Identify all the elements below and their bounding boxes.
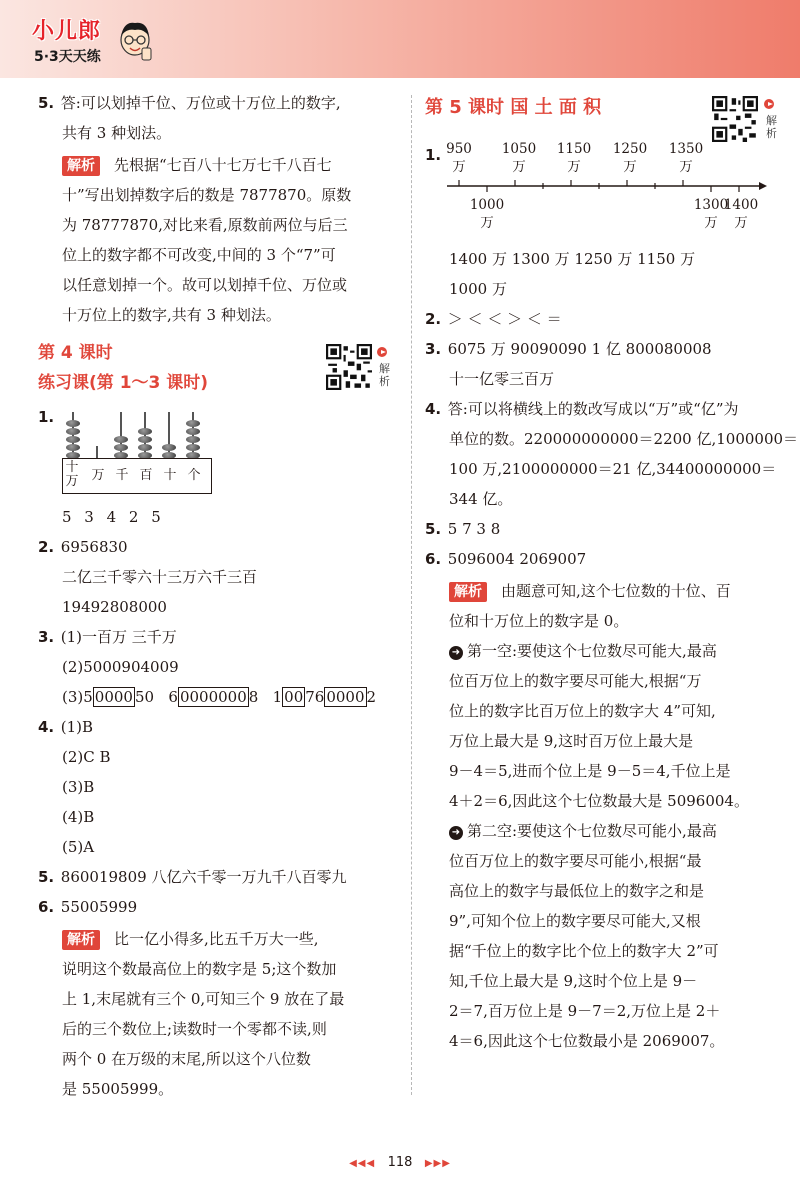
lesson-5-title: 第 5 课时 国 土 面 积 [425,97,602,118]
q1-answer-line: 1000 万 [449,280,507,298]
q2-answer: 2. 6956830 [38,538,128,556]
explanation-line: 十”写出划掉数字后的数是 7877870。原数 [62,186,352,204]
explanation-tag: 解析 [449,582,487,602]
q2-answer-line: 19492808000 [62,598,167,616]
left-column [38,88,398,1104]
q3-answer: 3. (1)一百万 三千万 [38,628,177,646]
abacus-bead [186,420,200,427]
number-line-label: 950 万 [446,141,472,175]
q4-answer-line: 344 亿。 [449,490,513,508]
number-line-label: 1400 万 [723,197,759,231]
q1-answer: 5 3 4 2 5 [62,508,161,526]
lesson-4-subtitle: 练习课(第 1～3 课时) [38,373,209,393]
number-line-axis [439,174,769,198]
q6-answer: 6. 5096004 2069007 [425,550,587,568]
q5-explanation: 解析 先根据“七百八十七万七千八百七 [38,150,398,180]
abacus-label: 个 [187,468,201,483]
abacus-bead [66,420,80,427]
number-line-label: 1050 万 [501,141,537,175]
right-column [425,88,799,1056]
q5-answer: 5. 5 7 3 8 [425,520,501,538]
abacus-bead [138,436,152,443]
explanation-line: 位百万位上的数字要尽可能小,根据“最 [449,852,702,870]
page-footer [0,1155,800,1170]
explanation-line: 以任意划掉一个。故可以划掉千位、万位或 [62,276,348,294]
qr-code-icon[interactable] [326,344,372,390]
explanation-tag: 解析 [62,930,100,950]
play-icon[interactable] [377,347,387,357]
explanation-line: 上 1,末尾就有三个 0,可知三个 9 放在了最 [62,990,345,1008]
abacus-label: 百 [139,468,153,483]
explanation-line: 位上的数字都不可改变,中间的 3 个“7”可 [62,246,336,264]
number-line-label: 1000 万 [469,197,505,231]
abacus-bead [186,436,200,443]
logo-subtitle: 5·3天天练 [34,49,101,65]
explanation-line: 说明这个数最高位上的数字是 5;这个数加 [62,960,337,978]
q5b-answer: 5. 860019809 八亿六千零一万九千八百零九 [38,868,347,886]
abacus-label: 十 [163,468,177,483]
explanation-line: 位百万位上的数字要尽可能大,根据“万 [449,672,702,690]
triangle-right-icon: ▶▶▶ [424,1158,451,1169]
triangle-left-icon: ◀◀◀ [349,1158,376,1169]
q3-answer-line: (3)5 0000 50 6 0000000 8 1 00 76 0000 2 [62,688,377,706]
q6-explanation: 解析 由题意可知,这个七位数的十位、百 [425,576,777,606]
explanation-line: 位和十万位上的数字是 0。 [449,612,629,630]
number-line-label: 1350 万 [668,141,704,175]
explanation-line: 万位上最大是 9,这时百万位上最大是 [449,732,694,750]
q3-answer-line: (2)5000904009 [62,658,179,676]
q2-answer: 2. ＞ ＜ ＜ ＞ ＜ ＝ [425,310,562,328]
q4-answer-line: (3)B [62,778,95,796]
abacus-bead [66,428,80,435]
column-divider [411,95,412,1095]
explanation-line: 为 78777870,对比来看,原数前两位与后三 [62,216,348,234]
abacus-bead [186,444,200,451]
q1-answer: 1400 万 1300 万 1250 万 1150 万 [449,250,696,268]
logo-title: 小儿郎 [32,19,102,44]
q4-answer-line: 单位的数。220000000000＝2200 亿,1000000＝ [449,430,799,448]
second-blank-explanation: ➜ 第二空:要使这个七位数尽可能小,最高 [425,816,777,846]
abacus-label: 千 [115,468,129,483]
q4-answer: 4. 答:可以将横线上的数改写成以“万”或“亿”为 [425,400,739,418]
abacus-bead [114,436,128,443]
arrow-right-icon: ➜ [449,646,463,660]
abacus-bead [138,428,152,435]
explanation-tag: 解析 [62,156,100,176]
q1-abacus: 1. [38,408,55,426]
q3-answer-line: 十一亿零三百万 [449,370,555,388]
explanation-line: 位上的数字比百万位上的数字大 4”可知, [449,702,716,720]
explanation-line: 高位上的数字与最低位上的数字之和是 [449,882,705,900]
abacus-bead [138,444,152,451]
explanation-line: 4＝6,因此这个七位数最小是 2069007。 [449,1032,725,1050]
page-number: 118 [387,1155,413,1170]
explanation-line: 据“千位上的数字比个位上的数字大 2”可 [449,942,719,960]
explanation-line: 两个 0 在万级的末尾,所以这个八位数 [62,1050,311,1068]
arrow-right-icon: ➜ [449,826,463,840]
number-line-label: 1150 万 [556,141,592,175]
abacus-bead [66,436,80,443]
abacus-label: 万 [91,468,105,483]
number-line-label: 1250 万 [612,141,648,175]
play-icon[interactable] [764,99,774,109]
mascot-icon [116,18,154,64]
abacus-bead [186,428,200,435]
header-banner [0,0,800,78]
explanation-line: 2＝7,百万位上是 9－7＝2,万位上是 2＋ [449,1002,721,1020]
q5-answer: 5. 答:可以划掉千位、万位或十万位上的数字, [38,94,341,112]
qr-label: 解析 [379,362,390,388]
lesson-4-title: 第 4 课时 [38,343,113,363]
q4-answer: 4. (1)B [38,718,94,736]
explanation-line: 9－4＝5,进而个位上是 9－5＝4,千位上是 [449,762,731,780]
q2-answer-line: 二亿三千零六十三万六千三百 [62,568,258,586]
q5-answer-cont: 共有 3 种划法。 [62,124,172,142]
first-blank-explanation: ➜ 第一空:要使这个七位数尽可能大,最高 [425,636,777,666]
abacus-figure [62,406,232,498]
explanation-line: 4＋2＝6,因此这个七位数最大是 5096004。 [449,792,749,810]
explanation-line: 十万位上的数字,共有 3 种划法。 [62,306,281,324]
q3-answer: 3. 6075 万 90090090 1 亿 800080008 [425,340,712,358]
number-line-figure [439,140,779,244]
number-line-label: 1300 万 [693,197,729,231]
qr-label: 解析 [766,114,777,140]
brand-logo [28,14,158,72]
qr-code-icon[interactable] [712,96,758,142]
q4-answer-line: (2)C B [62,748,111,766]
q6-answer: 6. 55005999 [38,898,138,916]
q6-explanation: 解析 比一亿小得多,比五千万大一些, [38,924,398,954]
abacus-bead [162,444,176,451]
explanation-line: 知,千位上最大是 9,这时个位上是 9－ [449,972,698,990]
abacus-label: 十万 [65,460,79,489]
q4-answer-line: (5)A [62,838,95,856]
explanation-line: 后的三个数位上;读数时一个零都不读,则 [62,1020,327,1038]
explanation-line: 9”,可知个位上的数字要尽可能大,又根 [449,912,701,930]
explanation-line: 是 55005999。 [62,1080,174,1098]
q4-answer-line: (4)B [62,808,95,826]
q4-answer-line: 100 万,2100000000＝21 亿,34400000000＝ [449,460,777,478]
abacus-bead [114,444,128,451]
q1-numberline: 1. [425,146,442,164]
abacus-bead [66,444,80,451]
